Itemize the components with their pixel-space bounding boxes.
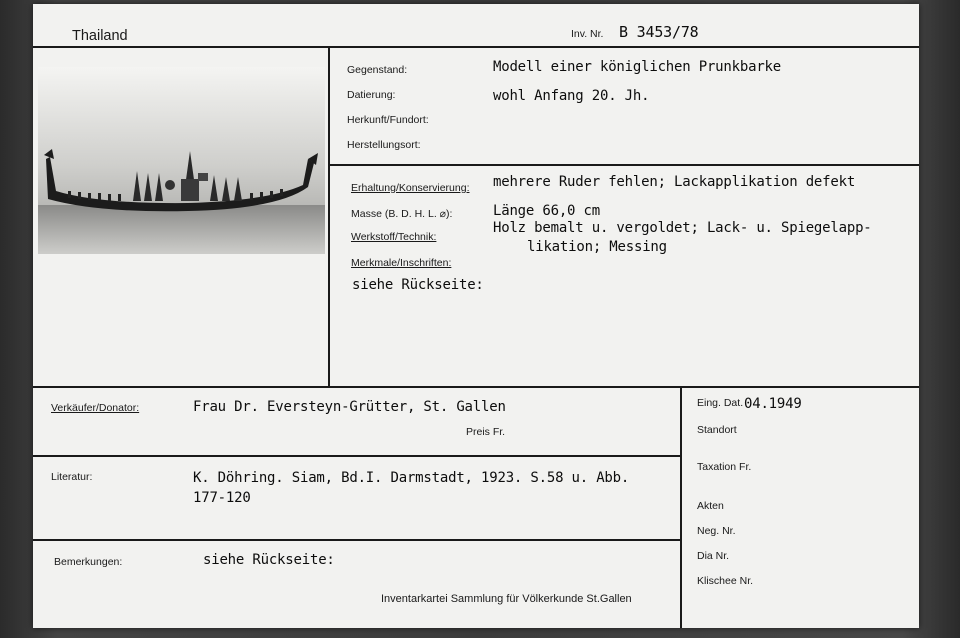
neg-nr-label: Neg. Nr.	[697, 525, 736, 537]
erhaltung-label: Erhaltung/Konservierung:	[351, 182, 470, 194]
literature-divider	[33, 539, 681, 541]
masse-label: Masse (B. D. H. L. ⌀):	[351, 208, 453, 220]
standort-label: Standort	[697, 424, 737, 436]
upper-section-divider	[33, 386, 919, 388]
bemerkungen-label: Bemerkungen:	[54, 556, 123, 568]
boat-model-photo	[38, 67, 325, 254]
eing-dat-value: 04.1949	[744, 396, 802, 412]
object-section-divider	[328, 164, 919, 166]
dia-nr-label: Dia Nr.	[697, 550, 730, 562]
literatur-label: Literatur:	[51, 471, 93, 483]
inv-nr-label: Inv. Nr.	[571, 28, 604, 40]
verkaeufer-value: Frau Dr. Eversteyn-Grütter, St. Gallen	[193, 399, 506, 415]
werkstoff-label: Werkstoff/Technik:	[351, 231, 437, 243]
taxation-label: Taxation Fr.	[697, 461, 752, 473]
herkunft-label: Herkunft/Fundort:	[347, 114, 429, 126]
boat-photo-drawing	[38, 67, 325, 254]
region-heading: Thailand	[72, 28, 128, 44]
side-column-divider	[680, 386, 682, 628]
erhaltung-value: mehrere Ruder fehlen; Lackapplikation defekt	[493, 174, 856, 190]
seller-divider	[33, 455, 681, 457]
werkstoff-value-line2: likation; Messing	[527, 239, 667, 255]
gegenstand-label: Gegenstand:	[347, 64, 408, 76]
literatur-value-line1: K. Döhring. Siam, Bd.I. Darmstadt, 1923. S.58 u. Abb.	[193, 470, 630, 486]
masse-value: Länge 66,0 cm	[493, 203, 600, 219]
merkmale-value: siehe Rückseite:	[352, 277, 484, 293]
inventory-card	[33, 4, 919, 628]
inv-nr-value: B 3453/78	[619, 23, 699, 41]
bemerkungen-value: siehe Rückseite:	[203, 552, 335, 568]
werkstoff-value-line1: Holz bemalt u. vergoldet; Lack- u. Spiegelapp-	[493, 220, 872, 236]
akten-label: Akten	[697, 500, 724, 512]
literatur-value-line2: 177-120	[193, 490, 251, 506]
footer-text: Inventarkartei Sammlung für Völkerkunde St.Gallen	[381, 593, 632, 605]
preis-label: Preis Fr.	[466, 426, 506, 438]
gegenstand-value: Modell einer königlichen Prunkbarke	[493, 59, 782, 75]
photo-column-divider	[328, 46, 330, 387]
verkaeufer-label-text: Verkäufer/Donator:	[51, 402, 140, 414]
datierung-label: Datierung:	[347, 89, 396, 101]
merkmale-label: Merkmale/Inschriften:	[351, 257, 452, 269]
verkaeufer-label	[51, 402, 139, 414]
datierung-value: wohl Anfang 20. Jh.	[493, 88, 650, 104]
klischee-nr-label: Klischee Nr.	[697, 575, 754, 587]
header-divider	[33, 46, 919, 48]
eing-dat-label: Eing. Dat.	[697, 397, 744, 409]
herstellungsort-label: Herstellungsort:	[347, 139, 421, 151]
